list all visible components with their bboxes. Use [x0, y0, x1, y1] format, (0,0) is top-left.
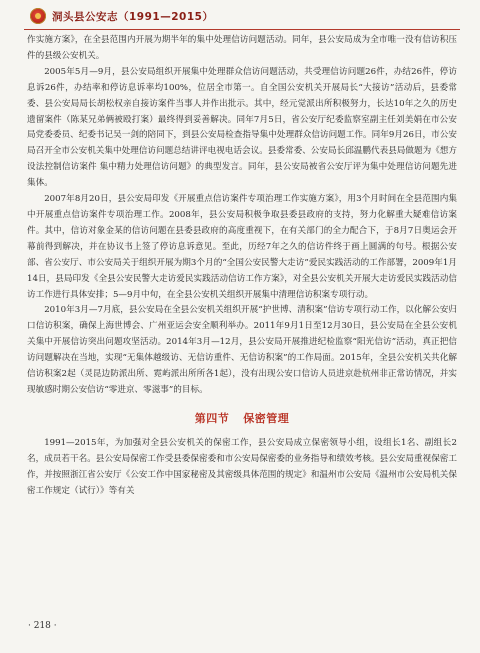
paragraph-secrecy: 1991—2015年，为加强对全县公安机关的保密工作，县公安局成立保密领导小组，设组长1名、副组长2名，成员若干名。县公安局保密工作受县委保密委和市公安局保密委的业务指导和绩效考核。县公安局重视保密工作，并按照浙江省公安厅《公安工作中国家秘密及其密级具体范围的规定》和温州市公安局《温州市公安局机关保密工作规定（试行）》等有关 — [27, 437, 457, 496]
paragraph-2010: 2010年3月—7月底，县公安局在全县公安机关组织开展“护世博、清积案”信访专项行动工作，以化解公安归口信访积案，确保上海世博会、广州亚运会安全顺利举办。2011年9月1日至12月30日，县公安局在全县公安机关集中开展信访突出问题攻坚活动。2014年3月—12月，县公安局开展推进纪检监察“阳光信访”活动，真正把信访问题解决在当地，实现“无集体越级访、无信访重件、无信访积案”的工作局面。2015年，全县公安机关共化解信访积案2起（灵昆边防派出所、霓屿派出所所各1起），没有出现公安口信访人员进京赴杭州非正常访情况，并实现敏感时期公安信访“零进京、零滋事”的目标。 — [27, 305, 457, 395]
emblem-icon — [30, 8, 46, 24]
running-header — [0, 0, 480, 34]
section-heading — [27, 410, 457, 426]
paragraph-2005: 2005年5月—9月，县公安局组织开展集中处理群众信访问题活动，共受理信访问题26件，办结26件，停访息诉26件，办结率和停访息诉率均100%，位居全市第一。自全国公安机关开展局长“大接访”活动后，县委常委、县公安局局长胡松权亲自接访案件当事人并作出批示。其中，经元觉派出所积极努力，长达10年之久的历史遗留案件（陈某兄弟俩被殴打案）最终得到妥善解决。同年7月5日，省公安厅纪委监察室副主任刘美娟在市公安局党委委员、纪委书记吴一剑的陪同下，到县公安局检查指导集中处理群众信访问题工作。同年9月26日，市公安局召开全市公安机关集中处理信访问题总结讲评电视电话会议。县委常委、公安局长邱温鹏代表县局做题为《想方设法控制信访案件 集中精力处理信访问题》的典型发言。同年，县公安局被省公安厅评为集中处理信访问题先进集体。 — [27, 66, 457, 189]
page-body — [27, 33, 457, 499]
section-number: 第四节 — [194, 411, 230, 425]
page-number: · 218 · — [28, 621, 57, 631]
paragraph-2007: 2007年8月20日，县公安局印发《开展重点信访案件专项治理工作实施方案》，用3个月时间在全县范围内集中开展重点信访案件专项治理工作。2008年，县公安局积极争取县委县政府的支持，努力化解重大疑难信访案件。其中，信访对象金某的信访问题在县委县政府的高度重视下，在有关部门的全力配合下，于8月7日奥运会开幕前得到解决，并在协议书上签了停访息诉意见。至此，历经7年之久的信访件终于画上圆满的句号。根据公安部、省公安厅、市公安局关于组织开展为期3个月的“全国公安民警大走访”爱民实践活动的工作部署，2009年1月14日，县局印发《全县公安民警大走访爱民实践活动信访工作方案》，对全县公安机关开展大走访爱民实践活动信访工作进行具体安排；5—9月中旬，在全县公安机关组织开展集中清理信访积案专项行动。 — [27, 194, 457, 300]
header-title: 洞头县公安志（1991—2015） — [52, 11, 214, 23]
paragraph-continued: 作实施方案》，在全县范围内开展为期半年的集中处理信访问题活动。同年，县公安局成为全市唯一没有信访积压件的县级公安机关。 — [27, 35, 457, 61]
header-rule — [24, 29, 460, 30]
section-title: 保密管理 — [243, 411, 290, 425]
